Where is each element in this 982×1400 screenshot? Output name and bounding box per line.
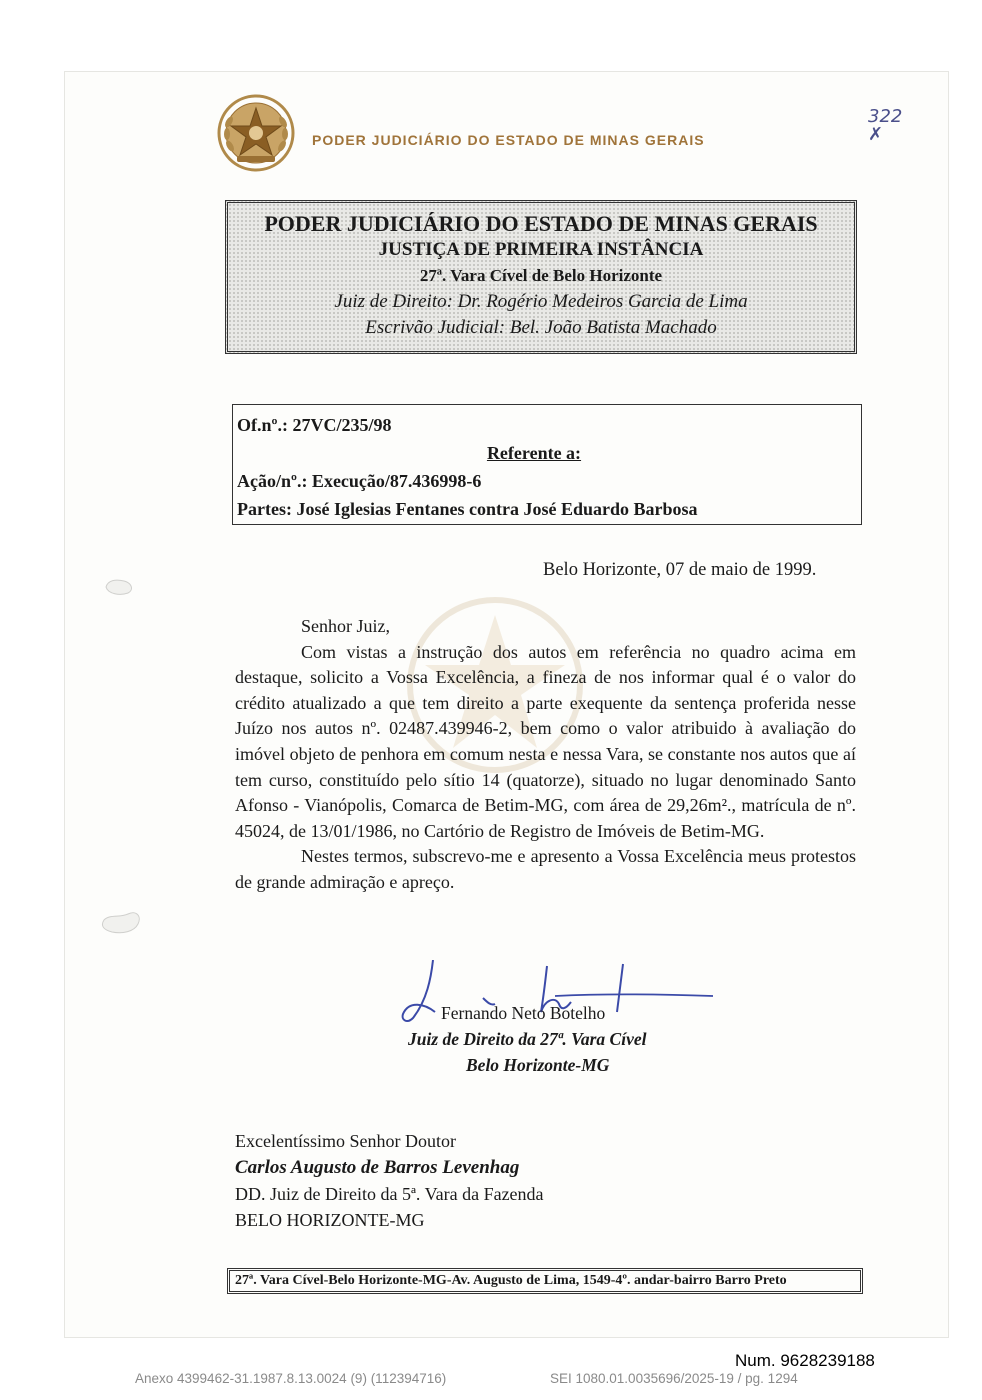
footer-address: 27ª. Vara Cível-Belo Horizonte-MG-Av. Augusto de Lima, 1549-4º. andar-bairro Barro Preto [227,1268,863,1294]
court-header-box [225,200,857,354]
acao-number: Ação/nº.: Execução/87.436998-6 [237,471,482,491]
folio-value: 322 [868,106,903,127]
reference-box [232,404,862,525]
referente-heading: Referente a: [486,443,582,463]
judge-line: Juiz de Direito: Dr. Rogério Medeiros Garcia de Lima [334,291,748,312]
court-line-1: PODER JUDICIÁRIO DO ESTADO DE MINAS GERAIS [264,211,818,236]
letter-body [235,614,856,896]
addressee-name: Carlos Augusto de Barros Levenhag [235,1157,520,1178]
coat-of-arms-icon [215,92,297,174]
punch-hole-icon [100,910,144,936]
clerk-line: Escrivão Judicial: Bel. João Batista Machado [365,317,717,338]
salutation: Senhor Juiz, [301,616,390,636]
sei-stamp: SEI 1080.01.0035696/2025-19 / pg. 1294 [550,1371,798,1386]
signatory-role: Juiz de Direito da 27ª. Vara Cível [408,1029,647,1049]
letterhead-title: PODER JUDICIÁRIO DO ESTADO DE MINAS GERAIS [312,132,705,148]
addressee-line-3: DD. Juiz de Direito da 5ª. Vara da Fazenda [235,1184,544,1204]
addressee-line-4: BELO HORIZONTE-MG [235,1210,425,1230]
body-paragraph-2: Nestes termos, subscrevo-me e apresento a Vossa Excelência meus protestos de grande admiração e apreço. [235,846,856,892]
document-number-stamp: Num. 9628239188 [735,1351,875,1370]
punch-hole-icon [104,578,134,596]
signatory-name: Fernando Neto Botelho [441,1003,606,1023]
addressee-line-1: Excelentíssimo Senhor Doutor [235,1131,456,1151]
partes-line: Partes: José Iglesias Fentanes contra José Eduardo Barbosa [237,499,698,519]
folio-mark: ✗ [868,124,884,145]
annex-stamp: Anexo 4399462-31.1987.8.13.0024 (9) (112394716) [135,1371,447,1386]
signatory-city: Belo Horizonte-MG [466,1055,610,1075]
date-line: Belo Horizonte, 07 de maio de 1999. [543,560,817,580]
body-paragraph-1: Com vistas a instrução dos autos em referência no quadro acima em destaque, solicito a Vossa Excelência, a fineza de nos informar qual é o valor do crédito atualizado a que tem direito a parte exequente da sentença proferida nesse Juízo nos autos nº. 02487.439946-2, bem como o valor atribuido à avaliação do imóvel objeto de penhora em comum nesta e nessa Vara, se constante nos autos que aí tem curso, constituído pelo sítio 14 (quatorze), situado no lugar denominado Santo Afonso - Vianópolis, Comarca de Betim-MG, com área de 29,26m²., matrícula de nº. 45024, de 13/01/1986, no Cartório de Registro de Imóveis de Betim-MG. [235,641,856,841]
oficio-number: Of.nº.: 27VC/235/98 [237,415,392,435]
court-line-2: JUSTIÇA DE PRIMEIRA INSTÂNCIA [378,239,704,260]
court-line-3: 27ª. Vara Cível de Belo Horizonte [419,266,663,285]
folio-number [868,108,902,144]
